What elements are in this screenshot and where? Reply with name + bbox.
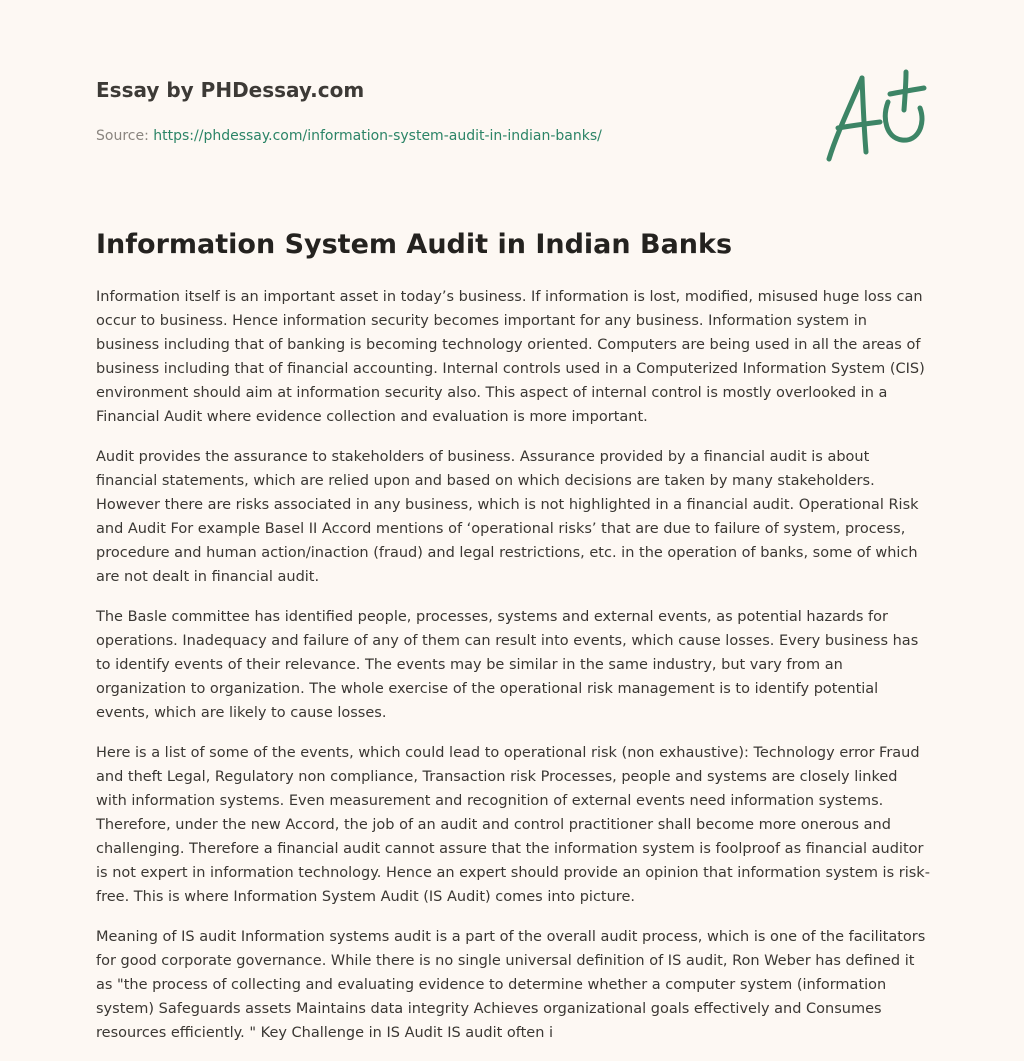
essay-title: Information System Audit in Indian Banks [96, 229, 733, 260]
source-label: Source: [96, 128, 149, 144]
paragraph: Information itself is an important asset in today’s business. If information is lost, modified, misused huge loss can occur to business. Hence information security becomes important for any business. Information system in business including that of banking is becoming technology oriented. Computers are being used in all the areas of business including that of financial accounting. Internal controls used in a Computerized Information System (CIS) environment should aim at information security also. This aspect of internal control is mostly overlooked in a Financial Audit where evidence collection and evaluation is more important. [96, 289, 925, 425]
paragraph: The Basle committee has identified people, processes, systems and external events, as potential hazards for operations. Inadequacy and failure of any of them can result into events, which cause losses. Every business has to identify events of their relevance. The events may be similar in the same industry, but vary from an organization to organization. The whole exercise of the operational risk management is to identify potential events, which are likely to cause losses. [96, 609, 919, 721]
source-line [96, 126, 796, 146]
brand-title: Essay by PHDessay.com [96, 78, 365, 102]
page-header [96, 76, 796, 146]
paragraph: Meaning of IS audit Information systems audit is a part of the overall audit process, which is one of the facilitators for good corporate governance. While there is no single universal definition of IS audit, Ron Weber has defined it as "the process of collecting and evaluating evidence to determine whether a computer system (information system) Safeguards assets Maintains data integrity Achieves organizational goals effectively and Consumes resources efficiently. " Key Challenge in IS Audit IS audit often i [96, 929, 926, 1041]
paragraph: Here is a list of some of the events, which could lead to operational risk (non exhaustive): Technology error Fraud and theft Legal, Regulatory non compliance, Transaction risk Processes, people and systems are closely linked with information systems. Even measurement and recognition of external events need information systems. Therefore, under the new Accord, the job of an audit and control practitioner shall become more onerous and challenging. Therefore a financial audit cannot assure that the information system is foolproof as financial auditor is not expert in information technology. Hence an expert should provide an opinion that information system is risk-free. This is where Information System Audit (IS Audit) comes into picture. [96, 745, 930, 905]
paragraph: Audit provides the assurance to stakeholders of business. Assurance provided by a financial audit is about financial statements, which are relied upon and based on which decisions are taken by many stakeholders. However there are risks associated in any business, which is not highlighted in a financial audit. Operational Risk and Audit For example Basel II Accord mentions of ‘operational risks’ that are due to failure of system, process, procedure and human action/inaction (fraud) and legal restrictions, etc. in the operation of banks, some of which are not dealt in financial audit. [96, 449, 919, 585]
essay-body [96, 285, 932, 1061]
a-plus-grade-icon [822, 66, 932, 166]
source-link[interactable]: https://phdessay.com/information-system-audit-in-indian-banks/ [153, 128, 602, 144]
